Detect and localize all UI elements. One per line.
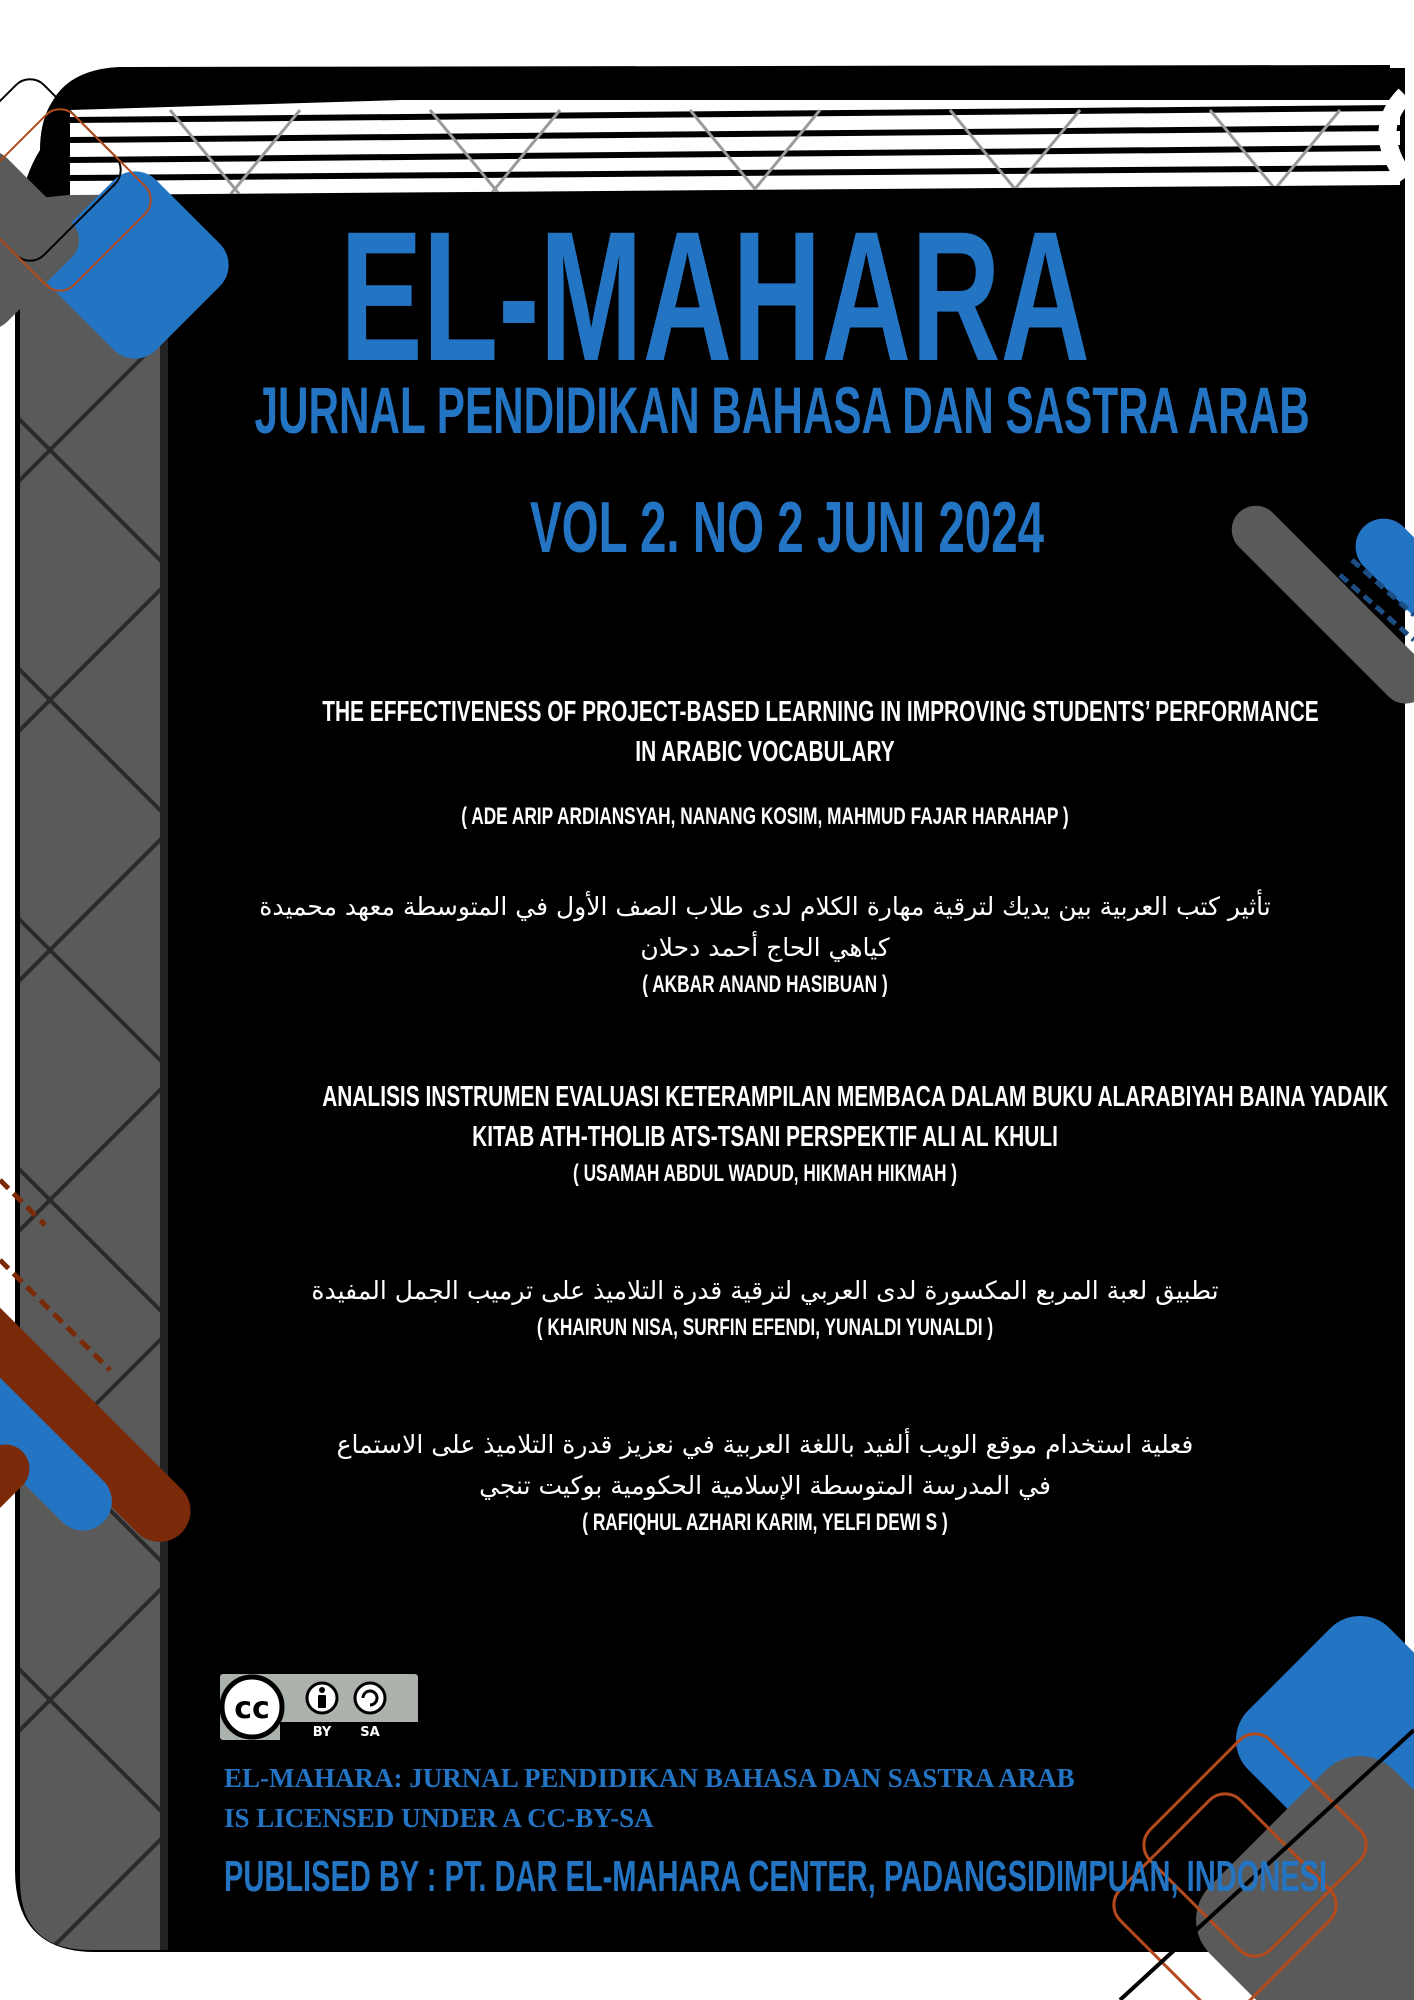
article-title-line: فعلية استخدام موقع الويب ألفيد باللغة العربية في نعزيز قدرة التلاميذ على الاستماع	[336, 1430, 1194, 1459]
article-4	[150, 1270, 1380, 1345]
article-2	[150, 886, 1380, 1002]
license-line-1: EL-MAHARA: JURNAL PENDIDIKAN BAHASA DAN SASTRA ARAB	[224, 1763, 1075, 1793]
article-title-line: تأثير كتب العربية بين يديك لترقية مهارة الكلام لدى طلاب الصف الأول في المتوسطة معهد محميدة	[259, 892, 1271, 921]
article-authors: ( RAFIQHUL AZHARI KARIM, YELFI DEWI S )	[582, 1509, 948, 1536]
article-title-line: كياهي الحاج أحمد دحلان	[640, 933, 890, 962]
cc-by-sa-badge[interactable]	[218, 1672, 420, 1742]
journal-name	[240, 205, 1190, 395]
article-title-line: في المدرسة المتوسطة الإسلامية الحكومية بوكيت تنجي	[479, 1471, 1051, 1500]
article-3	[150, 1077, 1389, 1191]
publisher-line: PUBLISED BY : PT. DAR EL-MAHARA CENTER, PADANGSIDIMPUAN, INDONESI	[224, 1852, 1328, 1901]
license-statement	[224, 1758, 1075, 1838]
page-edges	[60, 100, 1414, 195]
volume-issue: VOL 2. NO 2 JUNI 2024	[529, 488, 1045, 568]
article-title-line: IN ARABIC VOCABULARY	[635, 736, 895, 768]
sa-label: SA	[360, 1725, 380, 1740]
article-title-line: ANALISIS INSTRUMEN EVALUASI KETERAMPILAN MEMBACA DALAM BUKU ALARABIYAH BAINA YADAIK	[322, 1081, 1389, 1113]
journal-subtitle: JURNAL PENDIDIKAN BAHASA DAN SASTRA ARAB	[254, 373, 1310, 447]
cc-label: cc	[234, 1691, 270, 1726]
sa-sharealike-icon	[355, 1683, 385, 1713]
article-authors: ( AKBAR ANAND HASIBUAN )	[642, 971, 888, 998]
article-title-line: THE EFFECTIVENESS OF PROJECT-BASED LEARNING IN IMPROVING STUDENTS’ PERFORMANCE	[322, 696, 1319, 728]
article-1	[150, 692, 1380, 834]
article-5	[150, 1424, 1380, 1540]
article-title-line: تطبيق لعبة المربع المكسورة لدى العربي لترقية قدرة التلاميذ على ترميب الجمل المفيدة	[311, 1276, 1219, 1305]
by-label: BY	[312, 1725, 332, 1740]
license-line-2: IS LICENSED UNDER A CC-BY-SA	[224, 1803, 654, 1833]
article-authors: ( KHAIRUN NISA, SURFIN EFENDI, YUNALDI YUNALDI )	[536, 1314, 994, 1341]
article-title-line: KITAB ATH-THOLIB ATS-TSANI PERSPEKTIF ALI AL KHULI	[472, 1121, 1058, 1153]
article-authors: ( USAMAH ABDUL WADUD, HIKMAH HIKMAH )	[573, 1160, 957, 1187]
article-authors: ( ADE ARIP ARDIANSYAH, NANANG KOSIM, MAHMUD FAJAR HARAHAP )	[461, 803, 1069, 830]
svg-text:EL-MAHARA: EL-MAHARA	[340, 205, 1090, 395]
